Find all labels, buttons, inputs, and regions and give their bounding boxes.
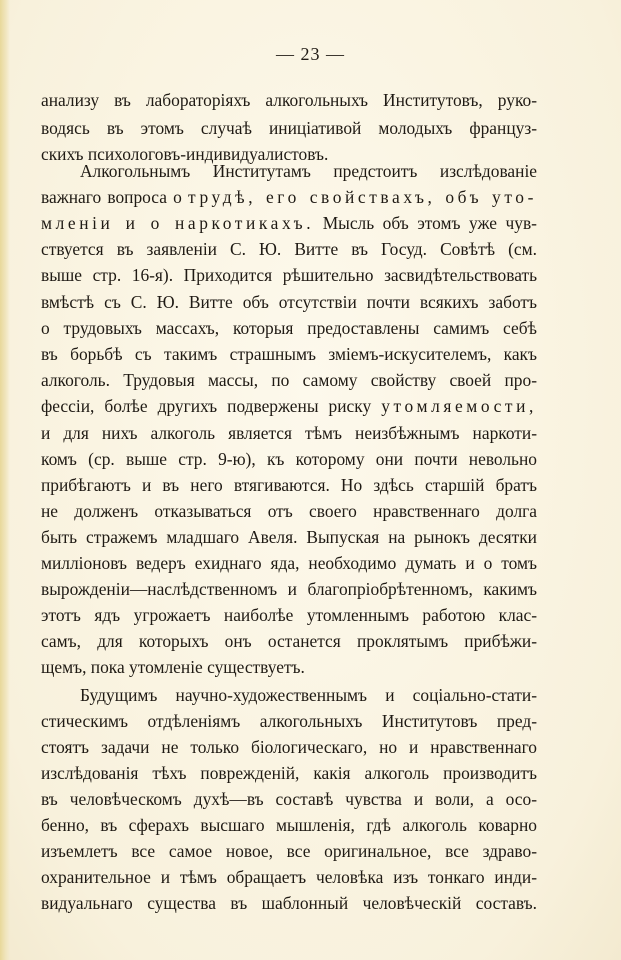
spaced-text-segment: мленіи и о наркотикахъ. [41,213,315,233]
text-line: комъ (ср. выше стр. 9-ю), къ которому они почти невольно [41,449,537,469]
text-line: Алкогольнымъ Институтамъ предстоитъ изслѣдованіе [80,161,537,181]
text-line: Будущимъ научно-художественнымъ и соціально-стати- [80,685,537,705]
text-line: анализу въ лабораторіяхъ алкогольныхъ Институтовъ, руко- [41,90,537,110]
text-line: прибѣгаютъ и въ него втягиваются. Но здѣсь старшій братъ [41,475,537,495]
text-line: о трудовыхъ массахъ, которыя предоставлены самимъ себѣ [41,318,537,338]
page-number: — 23 — [276,44,345,64]
text-segment: фессіи, болѣе другихъ подвержены риску [41,396,372,416]
text-line: скихъ психологовъ-индивидуалистовъ. [41,144,329,164]
page-binding-edge [0,0,10,960]
text-line: бенно, въ сферахъ высшаго мышленія, гдѣ алкоголь коварно [41,815,537,835]
text-line: не долженъ отказываться отъ своего нравственнаго долга [41,501,537,521]
text-line: вырожденіи—наслѣдственномъ и благопріобрѣтенномъ, какимъ [41,579,537,599]
text-line-mixed [41,184,537,210]
text-line: въ борьбѣ съ такимъ страшнымъ зміемъ-искусителемъ, какъ [41,344,537,364]
text-line: быть стражемъ младшаго Авеля. Выпуская на рынокъ десятки [41,527,537,547]
text-line: вмѣстѣ съ С. Ю. Витте объ отсутствіи почти всякихъ заботъ [41,292,537,312]
text-segment: важнаго вопроса о [41,187,182,207]
text-line: изслѣдованія тѣхъ поврежденій, какія алкоголь производитъ [41,763,537,783]
text-line-mixed [41,210,537,236]
text-line: и для нихъ алкоголь является тѣмъ неизбѣжнымъ наркоти- [41,423,537,443]
text-line: изъемлетъ все самое новое, все оригинальное, все здраво- [41,841,537,861]
text-line: милліоновъ ведеръ ехиднаго яда, необходимо думать и о томъ [41,553,537,573]
text-line: видуальнаго существа въ шаблонный человѣческій составъ. [41,893,537,913]
text-line: алкоголь. Трудовыя массы, по самому свойству своей про- [41,370,537,390]
text-line: водясь въ этомъ случаѣ иниціативой молодыхъ француз- [41,118,537,138]
text-line: этотъ ядъ угрожаетъ наиболѣе утомленнымъ работою клас- [41,605,537,625]
spaced-text-segment: утомляемости, [381,396,537,416]
text-line: въ человѣческомъ духѣ—въ составѣ чувства и воли, а осо- [41,789,537,809]
text-line: щемъ, пока утомленіе существуетъ. [41,657,305,677]
text-line: стическимъ отдѣленіямъ алкогольныхъ Институтовъ пред- [41,711,537,731]
spaced-text-segment: трудѣ, его свойствахъ, объ уто- [188,187,537,207]
text-segment: Мысль объ этомъ уже чув- [322,213,537,233]
text-line-mixed [41,393,537,419]
text-line: выше стр. 16-я). Приходится рѣшительно засвидѣтельствовать [41,265,537,285]
text-line: стоятъ задачи не только біологическаго, но и нравственнаго [41,737,537,757]
text-line: ствуется въ заявленіи С. Ю. Витте въ Госуд. Совѣтѣ (см. [41,239,537,259]
text-line: охранительное и тѣмъ обращаетъ человѣка изъ тонкаго инди- [41,867,537,887]
text-line: самъ, для которыхъ онъ останется проклятымъ прибѣжи- [41,631,537,651]
